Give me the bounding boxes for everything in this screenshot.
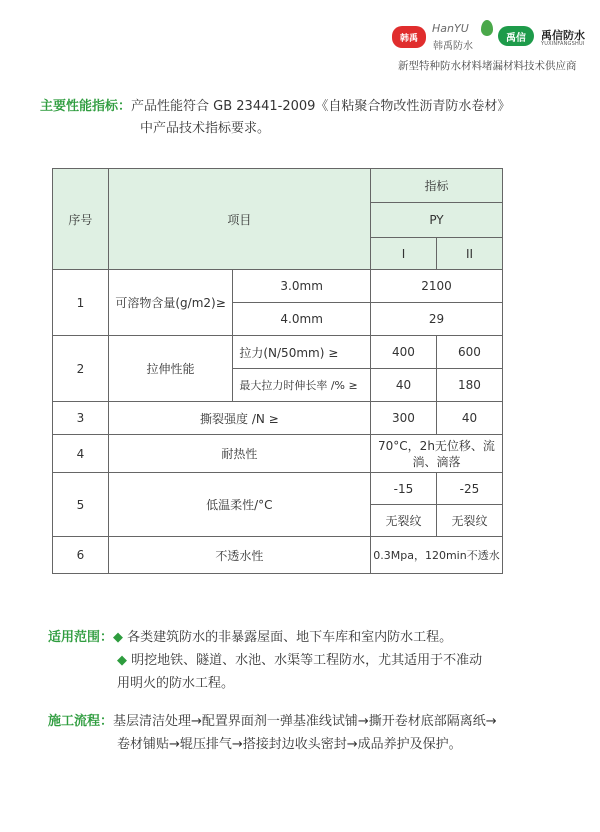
row1b-sub: 4.0mm [233, 303, 371, 336]
row2a-i: 400 [370, 336, 436, 369]
row4-value: 70°C，2h无位移、流淌、滴落 [370, 435, 502, 473]
row2b-i: 40 [370, 369, 436, 402]
performance-line1: 产品性能符合 GB 23441-2009《自粘聚合物改性沥青防水卷材》 [131, 99, 511, 114]
row3-item: 撕裂强度 /N ≥ [108, 402, 370, 435]
water-drop-icon [481, 20, 493, 36]
row2a-sub: 拉力(N/50mm) ≥ [233, 336, 371, 369]
scope-section [48, 626, 578, 695]
row6-value: 0.3Mpa，120min不透水 [370, 537, 502, 574]
row5b-ii: 无裂纹 [436, 505, 502, 537]
tagline: 新型特种防水材料堵漏材料技术供应商 [398, 60, 577, 72]
row1b-value: 29 [370, 303, 502, 336]
row5b-i: 无裂纹 [370, 505, 436, 537]
row5-no: 5 [53, 473, 109, 537]
row1-no: 1 [53, 270, 109, 336]
yuxin-logo-badge: 禹信 [498, 26, 534, 46]
row4-item: 耐热性 [108, 435, 370, 473]
row2b-sub: 最大拉力时伸长率 /% ≥ [233, 369, 371, 402]
header-index: 指标 [370, 169, 502, 203]
row1a-value: 2100 [370, 270, 502, 303]
performance-label: 主要性能指标： [40, 99, 132, 114]
hanyu-logo-badge: 韩禹 [392, 26, 426, 48]
scope-item-2a: 明挖地铁、隧道、水池、水渠等工程防水，尤其适用于不准动 [131, 653, 483, 668]
performance-intro [40, 96, 580, 140]
row2a-ii: 600 [436, 336, 502, 369]
row1a-sub: 3.0mm [233, 270, 371, 303]
scope-item-2b: 用明火的防水工程。 [117, 676, 235, 691]
header-type-i: I [370, 238, 436, 270]
row6-item: 不透水性 [108, 537, 370, 574]
row3-i: 300 [370, 402, 436, 435]
scope-item-1: 各类建筑防水的非暴露屋面、地下车库和室内防水工程。 [127, 630, 453, 645]
header [0, 18, 600, 78]
yuxin-logo-en: YUXINFANGSHUI [541, 41, 585, 47]
header-type-ii: II [436, 238, 502, 270]
process-section [48, 710, 578, 756]
row3-ii: 40 [436, 402, 502, 435]
hanyu-logo-cn: 韩禹防水 [433, 41, 473, 52]
yuxin-logo-cn: 禹信防水 [541, 29, 585, 42]
row3-no: 3 [53, 402, 109, 435]
performance-line2: 中产品技术指标要求。 [140, 121, 271, 136]
row5a-ii: -25 [436, 473, 502, 505]
spec-table [52, 168, 503, 574]
process-label: 施工流程： [48, 714, 114, 729]
row5a-i: -15 [370, 473, 436, 505]
header-py: PY [370, 203, 502, 238]
row2-no: 2 [53, 336, 109, 402]
row5-item: 低温柔性/°C [108, 473, 370, 537]
diamond-bullet-icon: ◆ [117, 653, 127, 668]
row2-item: 拉伸性能 [108, 336, 233, 402]
process-line2: 卷材铺贴→辊压排气→搭接封边收头密封→成品养护及保护。 [117, 737, 462, 752]
row1-item: 可溶物含量(g/m2)≥ [108, 270, 233, 336]
row6-no: 6 [53, 537, 109, 574]
diamond-bullet-icon: ◆ [113, 630, 124, 645]
header-no: 序号 [53, 169, 109, 270]
process-line1: 基层清洁处理→配置界面剂一弹基准线试铺→撕开卷材底部隔离纸→ [113, 714, 497, 729]
header-item: 项目 [108, 169, 370, 270]
scope-label: 适用范围： [48, 630, 114, 645]
row4-no: 4 [53, 435, 109, 473]
hanyu-logo-text: HanYU [432, 22, 469, 35]
row2b-ii: 180 [436, 369, 502, 402]
